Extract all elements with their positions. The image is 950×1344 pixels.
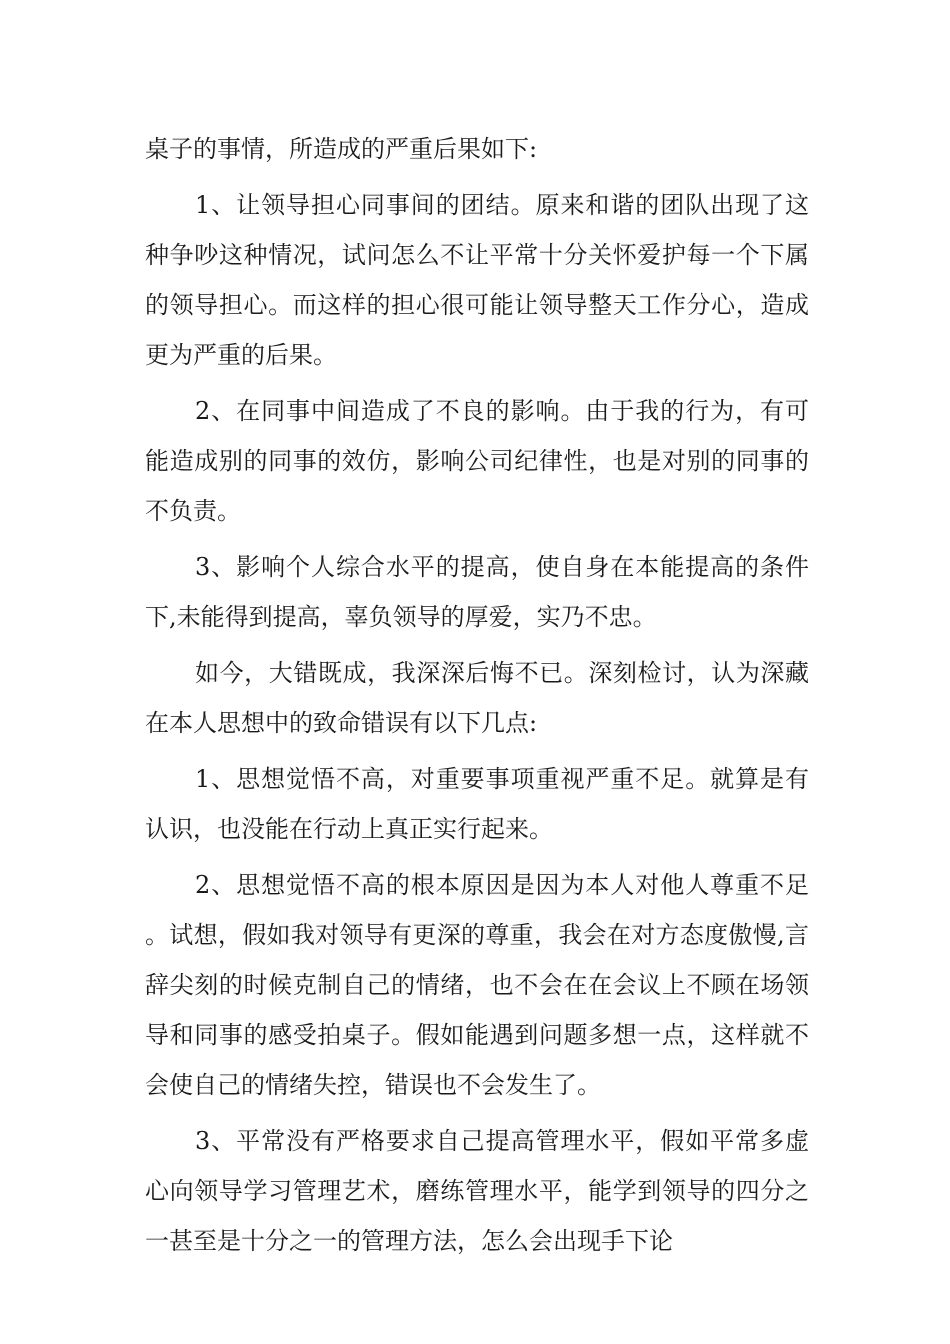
document-body [145,124,809,1272]
paragraph-4: 3、影响个人综合水平的提高，使自身在本能提高的条件下,未能得到提高，辜负领导的厚爱，实乃不忠。 [145,553,809,631]
paragraph-6: 1、思想觉悟不高，对重要事项重视严重不足。就算是有认识，也没能在行动上真正实行起来。 [145,765,809,843]
paragraph-7: 2、思想觉悟不高的根本原因是因为本人对他人尊重不足。试想，假如我对领导有更深的尊重，我会在对方态度傲慢,言辞尖刻的时候克制自己的情绪，也不会在在会议上不顾在场领导和同事的感受拍桌子。假如能遇到问题多想一点，这样就不会使自己的情绪失控，错误也不会发生了。 [145,871,809,1099]
paragraph-2: 1、让领导担心同事间的团结。原来和谐的团队出现了这种争吵这种情况，试问怎么不让平常十分关怀爱护每一个下属的领导担心。而这样的担心很可能让领导整天工作分心，造成更为严重的后果。 [145,191,809,369]
paragraph-1: 桌子的事情，所造成的严重后果如下: [145,135,538,163]
paragraph-5: 如今，大错既成，我深深后悔不已。深刻检讨，认为深藏在本人思想中的致命错误有以下几点: [145,659,809,737]
paragraph-8: 3、平常没有严格要求自己提高管理水平，假如平常多虚心向领导学习管理艺术，磨练管理水平，能学到领导的四分之一甚至是十分之一的管理方法，怎么会出现手下论 [145,1127,809,1255]
paragraph-3: 2、在同事中间造成了不良的影响。由于我的行为，有可能造成别的同事的效仿，影响公司纪律性，也是对别的同事的不负责。 [145,397,809,525]
